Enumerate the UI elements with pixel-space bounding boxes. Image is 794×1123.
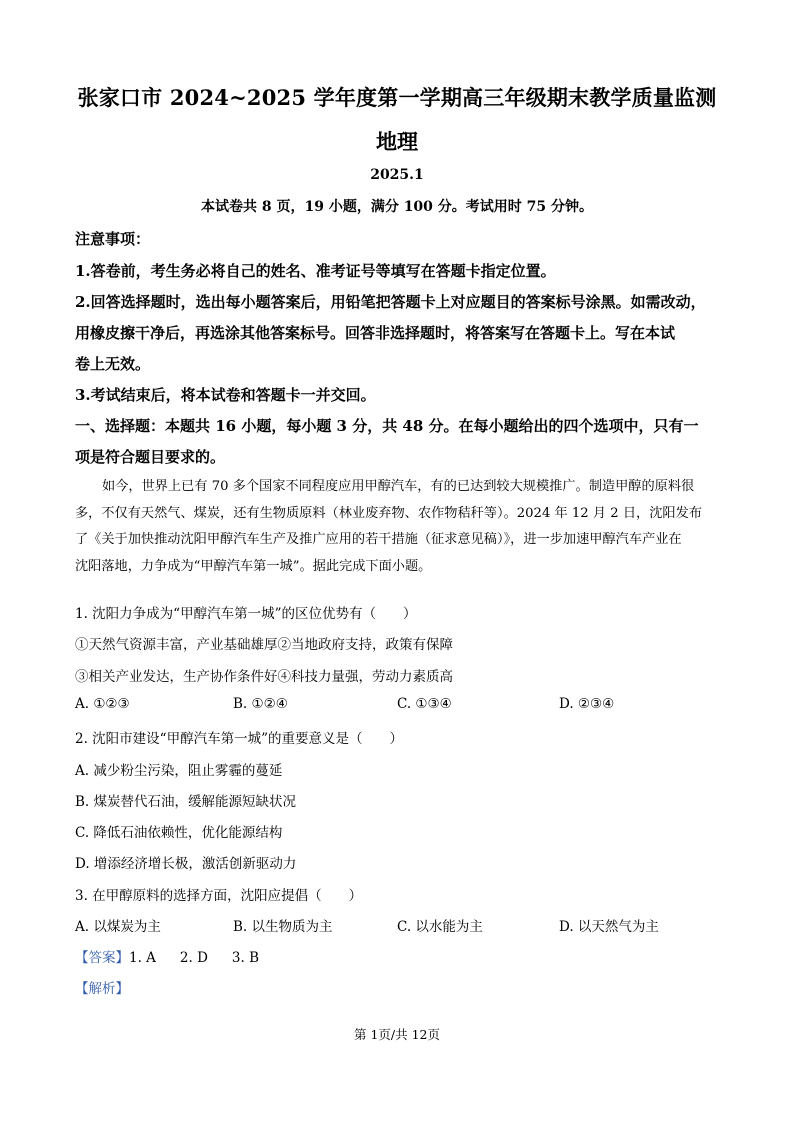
question-3-option-c: C. 以水能为主	[397, 919, 483, 935]
question-2-option-c: C. 降低石油依赖性，优化能源结构	[75, 825, 283, 841]
question-2-stem: 2. 沈阳市建设“甲醇汽车第一城”的重要意义是（ ）	[75, 731, 403, 747]
question-1-option-b: B. ①②④	[233, 696, 288, 712]
passage-line-2: 多，不仅有天然气、煤炭，还有生物质原料（林业废弃物、农作物秸秆等）。2024 年 12 月 2 日，沈阳发布	[75, 505, 702, 521]
exam-date: 2025.1	[370, 167, 424, 183]
subject-title: 地理	[376, 129, 418, 154]
answer-row	[75, 946, 259, 966]
notice-item-2-line-1: 2.回答选择题时，选出每小题答案后，用铅笔把答题卡上对应题目的答案标号涂黑。如需改动，	[75, 293, 706, 311]
answer-3: 3. B	[231, 950, 260, 966]
page-footer: 第 1页/共 12页	[353, 1027, 441, 1042]
question-2-option-b: B. 煤炭替代石油，缓解能源短缺状况	[75, 794, 297, 810]
notice-item-2-line-2: 用橡皮擦干净后，再选涂其他答案标号。回答非选择题时，将答案写在答题卡上。写在本试	[75, 324, 676, 342]
notice-heading: 注意事项：	[75, 230, 151, 248]
question-2-option-d: D. 增添经济增长极，激活创新驱动力	[75, 856, 297, 872]
passage-line-4: 沈阳落地，力争成为“甲醇汽车第一城”。据此完成下面小题。	[75, 558, 432, 574]
question-3-option-a: A. 以煤炭为主	[75, 919, 161, 935]
section-heading-line-2: 项是符合题目要求的。	[75, 448, 226, 466]
notice-item-2-line-3: 卷上无效。	[75, 355, 151, 373]
question-3-option-b: B. 以生物质为主	[233, 919, 333, 935]
exam-summary: 本试卷共 8 页，19 小题，满分 100 分。考试用时 75 分钟。	[200, 199, 594, 215]
notice-item-3: 3.考试结束后，将本试卷和答题卡一并交回。	[75, 386, 376, 404]
question-2-option-a: A. 减少粉尘污染，阻止雾霾的蔓延	[75, 763, 283, 779]
answer-label: 【答案】	[75, 950, 129, 966]
answer-2: 2. D	[179, 950, 208, 966]
question-1-option-a: A. ①②③	[75, 696, 130, 712]
question-1-option-c: C. ①③④	[397, 696, 452, 712]
question-1-option-d: D. ②③④	[559, 696, 615, 712]
question-1-stem: 1. 沈阳力争成为“甲醇汽车第一城”的区位优势有（ ）	[75, 606, 417, 622]
passage-line-1: 如今，世界上已有 70 多个国家不同程度应用甲醇汽车，有的已达到较大规模推广。制造甲醇的原料很	[102, 479, 695, 494]
notice-item-1: 1.答卷前，考生务必将自己的姓名、准考证号等填写在答题卡指定位置。	[75, 262, 556, 280]
question-3-stem: 3. 在甲醇原料的选择方面，沈阳应提倡（ ）	[75, 888, 363, 904]
analysis-label: 【解析】	[75, 981, 129, 997]
exam-title: 张家口市 2024~2025 学年度第一学期高三年级期末教学质量监测	[77, 85, 717, 110]
question-1-statements-b: ③相关产业发达，生产协作条件好④科技力量强，劳动力素质高	[75, 669, 453, 685]
passage-line-3: 了《关于加快推动沈阳甲醇汽车生产及推广应用的若干措施（征求意见稿）》，进一步加速甲醇汽车产业在	[75, 532, 682, 548]
section-heading-line-1: 一、选择题：本题共 16 小题，每小题 3 分，共 48 分。在每小题给出的四个选项中，只有一	[75, 417, 699, 435]
answer-1: 1. A	[129, 950, 156, 966]
question-1-statements-a: ①天然气资源丰富，产业基础雄厚②当地政府支持，政策有保障	[75, 637, 453, 653]
passage	[75, 474, 720, 580]
question-3-option-d: D. 以天然气为主	[559, 919, 659, 935]
